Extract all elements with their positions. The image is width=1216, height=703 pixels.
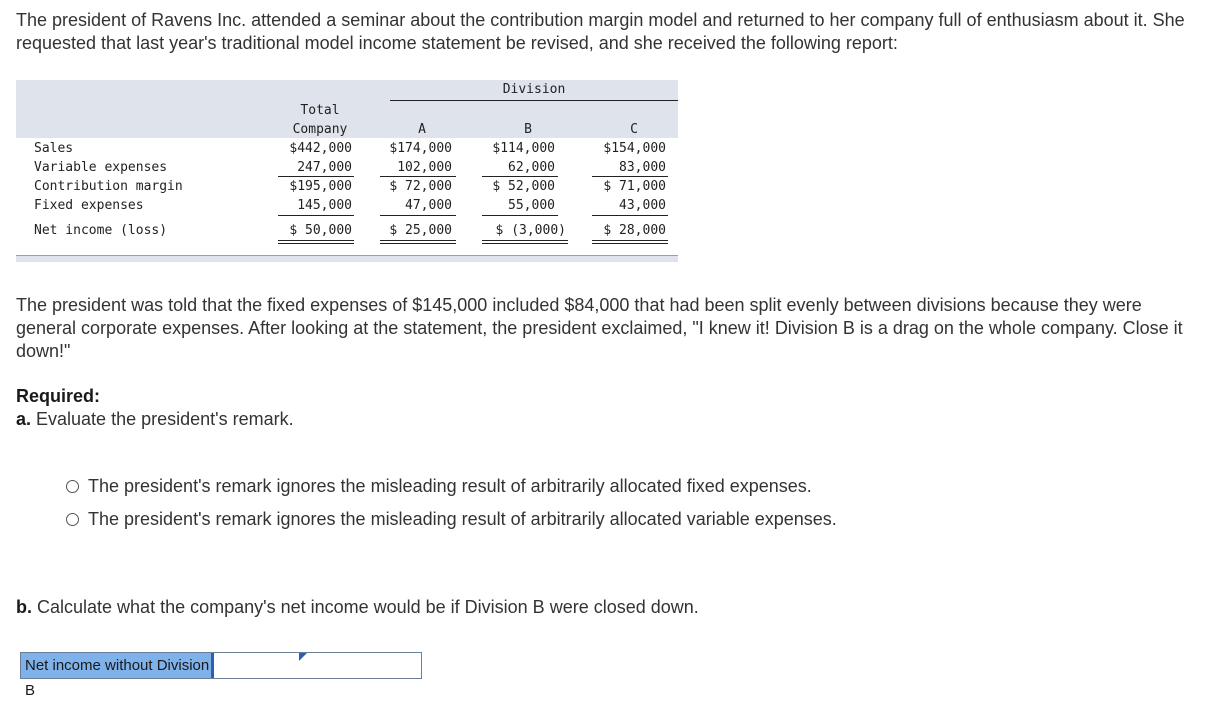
table-footer-bar	[16, 255, 678, 262]
part-b-prompt	[16, 597, 699, 618]
part-a-prompt	[16, 409, 294, 430]
total-double-rule	[380, 240, 456, 244]
col-b-header: B	[524, 122, 532, 137]
total-header-line2: Company	[292, 122, 348, 137]
subtotal-rule	[592, 215, 668, 216]
total-double-rule	[592, 240, 668, 244]
cell-a: 102,000	[397, 160, 452, 175]
row-label: Contribution margin	[34, 179, 183, 194]
row-label: Net income (loss)	[34, 223, 168, 238]
radio-button[interactable]	[66, 480, 79, 493]
cell-total: 145,000	[297, 198, 352, 213]
cell-total: $ 50,000	[289, 223, 352, 238]
row-label: Fixed expenses	[34, 198, 144, 213]
cell-a: 47,000	[405, 198, 452, 213]
subtotal-rule	[278, 215, 354, 216]
subtotal-rule	[482, 176, 558, 177]
input-corner-flag	[299, 653, 307, 661]
answer-label: Net income without Division B	[21, 653, 211, 678]
intro-paragraph: The president of Ravens Inc. attended a seminar about the contribution margin model and returned to her company full of enthusiasm about it. She requested that last year's traditional model income statement be revised, and she received the following report:	[16, 10, 1185, 53]
cell-total: $195,000	[289, 179, 352, 194]
radio-button[interactable]	[66, 513, 79, 526]
cell-a: $174,000	[389, 141, 452, 156]
part-a-text: Evaluate the president's remark.	[31, 409, 294, 429]
cell-c: 83,000	[619, 160, 666, 175]
subtotal-rule	[592, 176, 668, 177]
cell-total: 247,000	[297, 160, 352, 175]
col-c-header: C	[630, 122, 638, 137]
context-paragraph: The president was told that the fixed expenses of $145,000 included $84,000 that had been split evenly between divisions because they were general corporate expenses. After looking at the statement, the president exclaimed, "I knew it! Division B is a drag on the whole company. Close it down!"	[16, 295, 1183, 361]
subtotal-rule	[482, 215, 558, 216]
income-statement-table	[16, 80, 678, 262]
cell-c: $ 71,000	[603, 179, 666, 194]
subtotal-rule	[278, 176, 354, 177]
cell-b: 55,000	[508, 198, 555, 213]
answer-row	[20, 652, 422, 699]
total-double-rule	[482, 240, 568, 244]
division-rule	[390, 100, 678, 101]
cell-b: $114,000	[492, 141, 555, 156]
part-b-text: Calculate what the company's net income would be if Division B were closed down.	[32, 597, 699, 617]
part-b-letter: b.	[16, 597, 32, 617]
required-heading: Required:	[16, 386, 101, 406]
row-label: Sales	[34, 141, 74, 156]
division-header: Division	[502, 82, 566, 97]
option-fixed-expenses[interactable]	[66, 476, 812, 497]
cell-total: $442,000	[289, 141, 352, 156]
subtotal-rule	[380, 176, 456, 177]
cell-c: 43,000	[619, 198, 666, 213]
option-variable-expenses[interactable]	[66, 509, 837, 530]
cell-c: $154,000	[603, 141, 666, 156]
option-label: The president's remark ignores the misleading result of arbitrarily allocated fixed expenses.	[88, 476, 812, 496]
total-header-line1: Total	[300, 103, 340, 118]
net-income-input[interactable]	[211, 653, 421, 678]
col-a-header: A	[418, 122, 426, 137]
cell-c: $ 28,000	[603, 223, 666, 238]
option-label: The president's remark ignores the misleading result of arbitrarily allocated variable expenses.	[88, 509, 837, 529]
total-double-rule	[278, 240, 354, 244]
cell-b: 62,000	[508, 160, 555, 175]
part-a-letter: a.	[16, 409, 32, 429]
subtotal-rule	[380, 215, 456, 216]
row-label: Variable expenses	[34, 160, 168, 175]
cell-b: $ 52,000	[492, 179, 555, 194]
cell-b: $ (3,000)	[495, 223, 566, 238]
cell-a: $ 72,000	[389, 179, 452, 194]
cell-a: $ 25,000	[389, 223, 452, 238]
